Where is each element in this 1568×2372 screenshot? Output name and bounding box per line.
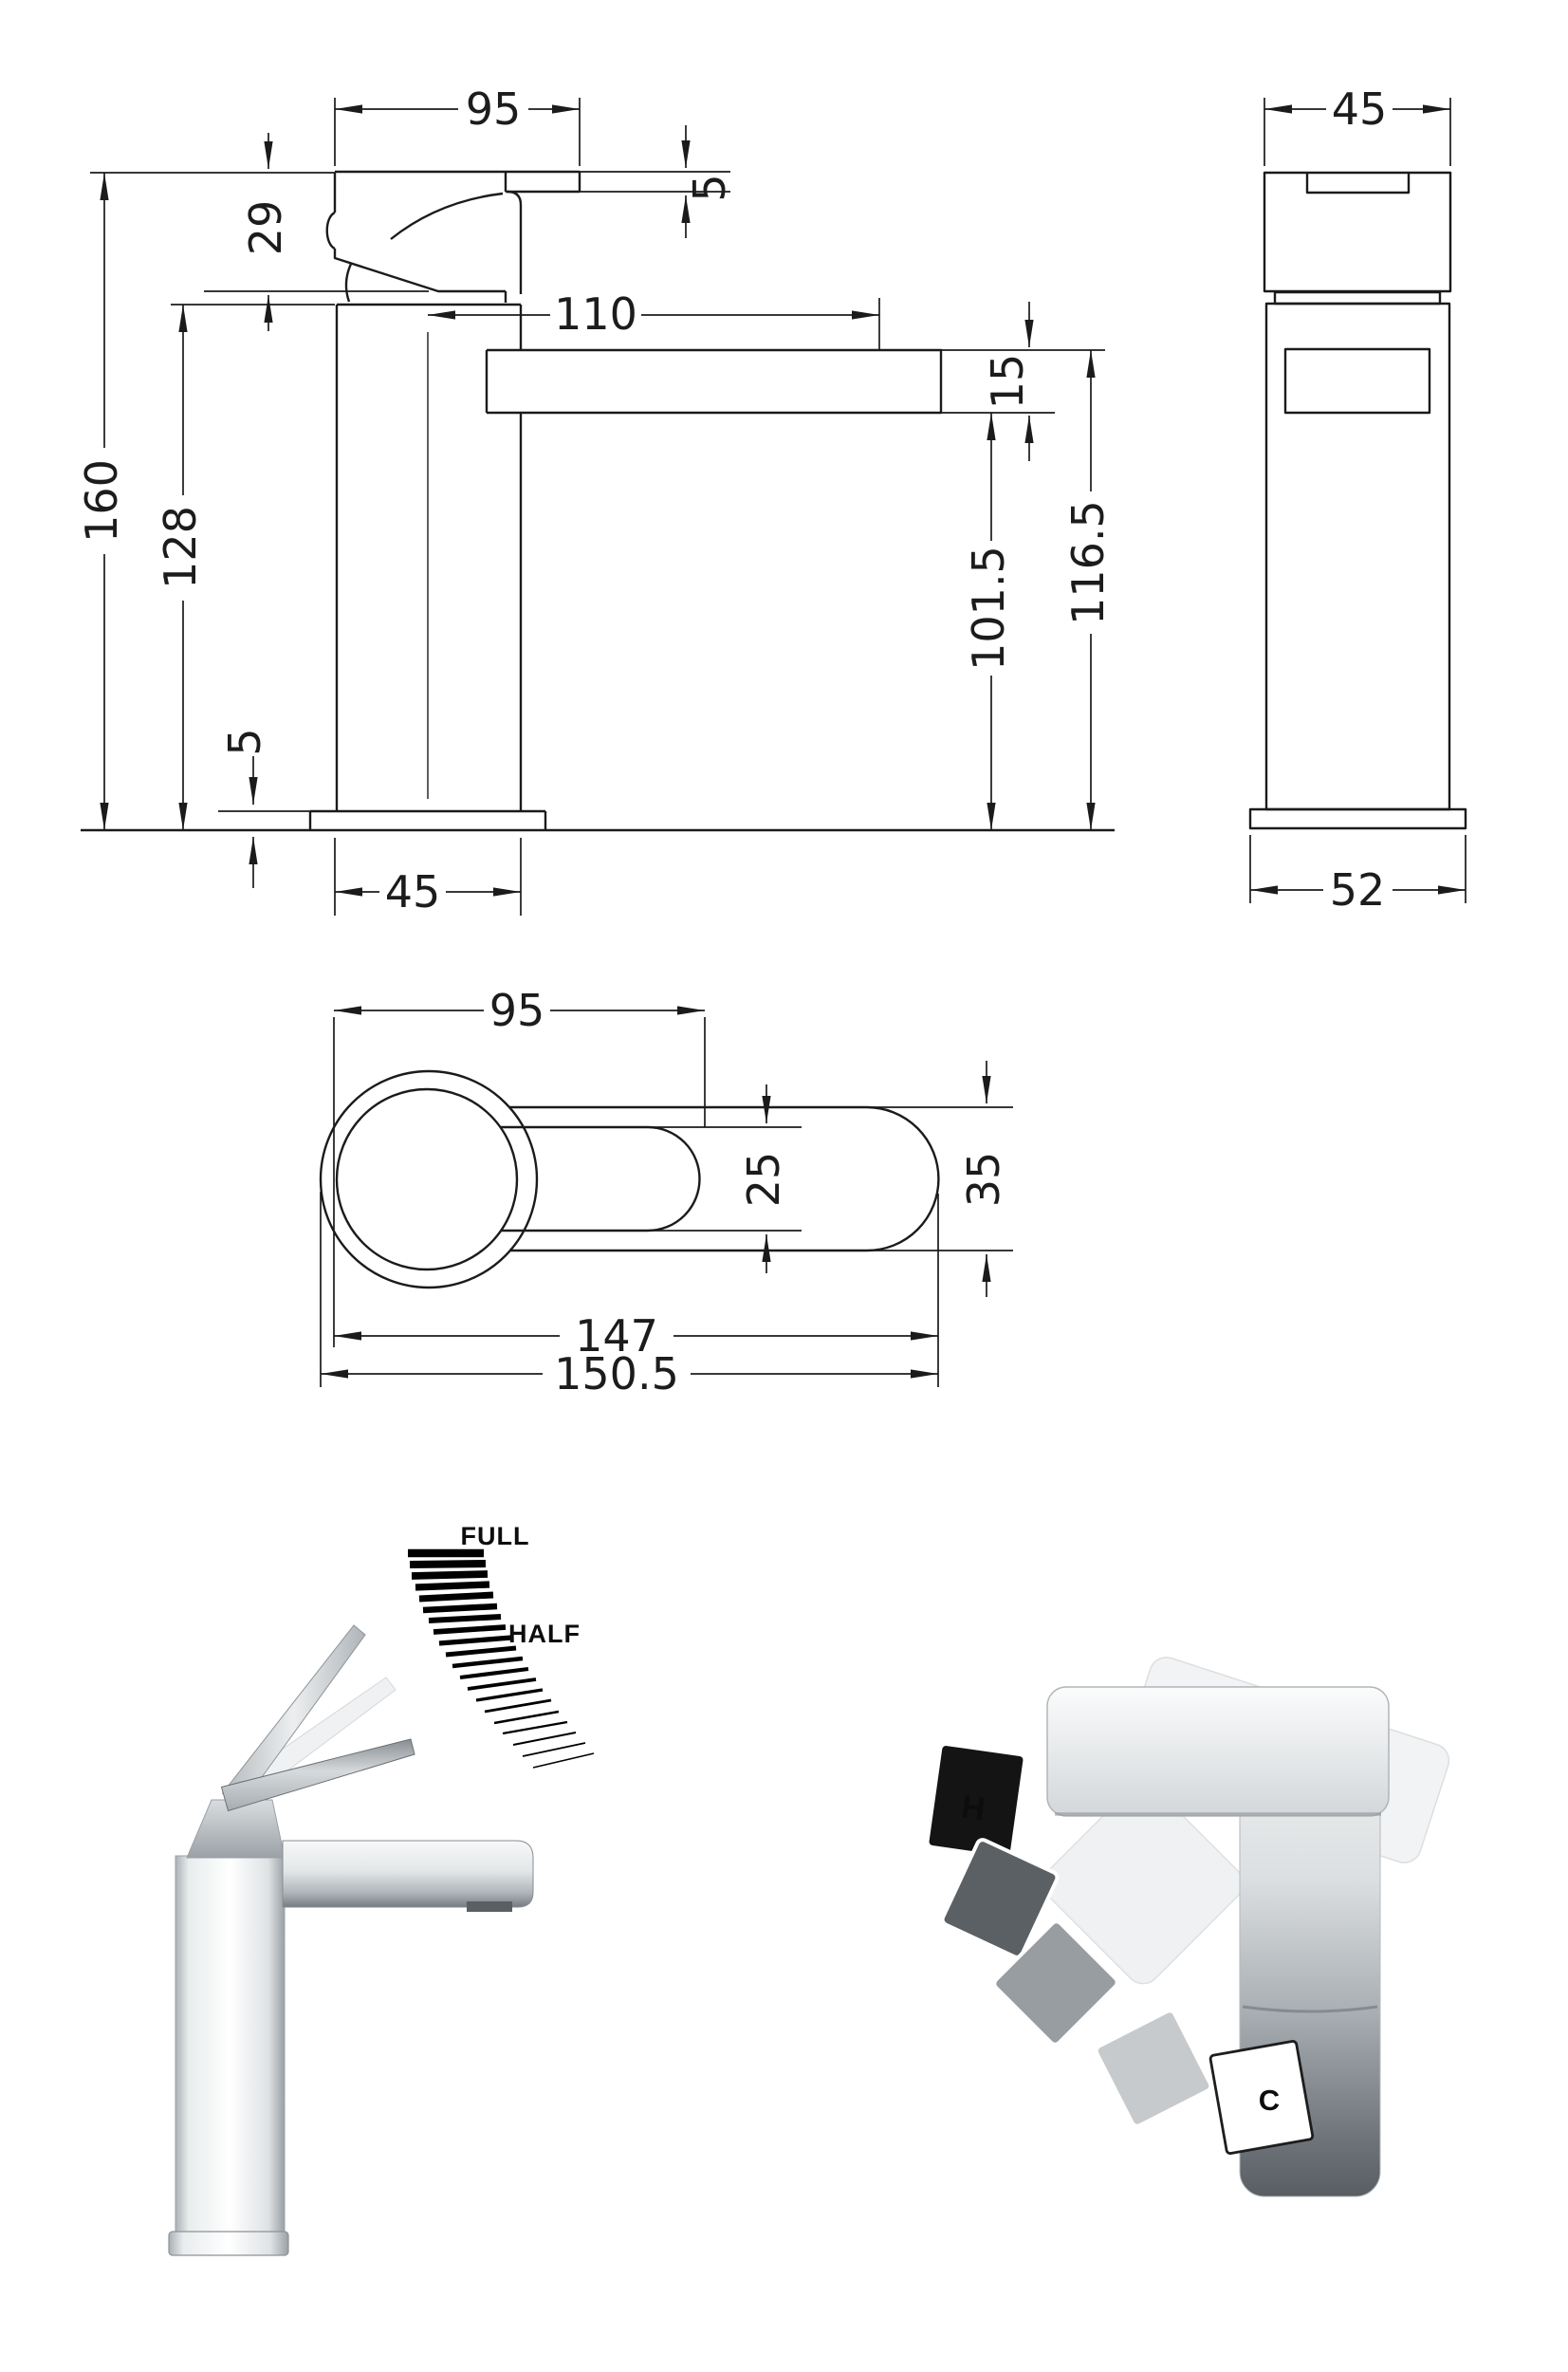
front-spout-outline bbox=[487, 350, 941, 413]
cold-label: C bbox=[1258, 2084, 1281, 2117]
side-joint-band bbox=[1275, 292, 1440, 304]
front-pivot-bulge bbox=[327, 213, 335, 249]
side-base-plate bbox=[1250, 809, 1466, 828]
dim-front-total-height: 160 bbox=[76, 459, 127, 543]
dim-front-spout-thickness: 15 bbox=[982, 353, 1033, 410]
dim-plan-body-length: 147 bbox=[575, 1310, 658, 1362]
dim-side-base-width: 52 bbox=[1329, 864, 1386, 916]
flow-faucet-body bbox=[175, 1856, 285, 2233]
dim-plan-lever-width: 25 bbox=[738, 1151, 789, 1208]
dim-front-body-height: 128 bbox=[155, 506, 206, 589]
front-handle-curve bbox=[391, 194, 503, 239]
dim-front-handle-height: 29 bbox=[240, 199, 291, 256]
dim-front-spout-reach: 110 bbox=[554, 288, 637, 340]
front-body-outline bbox=[337, 305, 521, 811]
side-view bbox=[1250, 83, 1466, 916]
plan-spout-stadium bbox=[509, 1107, 938, 1251]
front-collar-curve bbox=[346, 264, 351, 302]
dim-plan-lever-length: 95 bbox=[489, 985, 545, 1036]
dim-front-outlet-height: 101.5 bbox=[963, 546, 1014, 671]
plan-view bbox=[321, 985, 1013, 1399]
front-handle-outline bbox=[335, 173, 521, 303]
dim-front-lever-tip: 5 bbox=[684, 174, 735, 202]
temp-diagram bbox=[927, 1653, 1453, 2196]
front-lever-outline bbox=[335, 172, 580, 192]
dim-plan-spout-width: 35 bbox=[958, 1151, 1009, 1208]
dim-front-body-width: 45 bbox=[384, 866, 441, 917]
temp-handle-bar bbox=[1047, 1687, 1389, 1816]
flow-faucet-aerator bbox=[467, 1901, 512, 1912]
full-flow-label: FULL bbox=[460, 1522, 530, 1550]
dim-front-base-thickness: 5 bbox=[219, 728, 270, 756]
side-body bbox=[1266, 304, 1449, 809]
hot-label: H bbox=[959, 1788, 987, 1828]
front-base-plate bbox=[310, 811, 545, 830]
dim-side-width: 45 bbox=[1331, 83, 1388, 135]
half-flow-label: HALF bbox=[508, 1620, 581, 1648]
side-spout-end bbox=[1285, 349, 1430, 413]
dim-front-spout-top-height: 116.5 bbox=[1062, 500, 1114, 625]
dim-front-lever-length: 95 bbox=[465, 83, 522, 135]
flow-faucet-spout bbox=[283, 1841, 533, 1907]
dim-plan-total-length: 150.5 bbox=[554, 1348, 679, 1399]
temp-segment-4 bbox=[1095, 2009, 1213, 2128]
flow-faucet-base bbox=[169, 2232, 288, 2255]
front-view bbox=[76, 83, 1115, 917]
side-handle-block bbox=[1264, 173, 1450, 291]
plan-inner-circle bbox=[337, 1089, 517, 1269]
flow-rate-stripes bbox=[408, 1553, 594, 1768]
plan-outer-circle bbox=[321, 1071, 537, 1288]
flow-diagram bbox=[169, 1522, 594, 2255]
